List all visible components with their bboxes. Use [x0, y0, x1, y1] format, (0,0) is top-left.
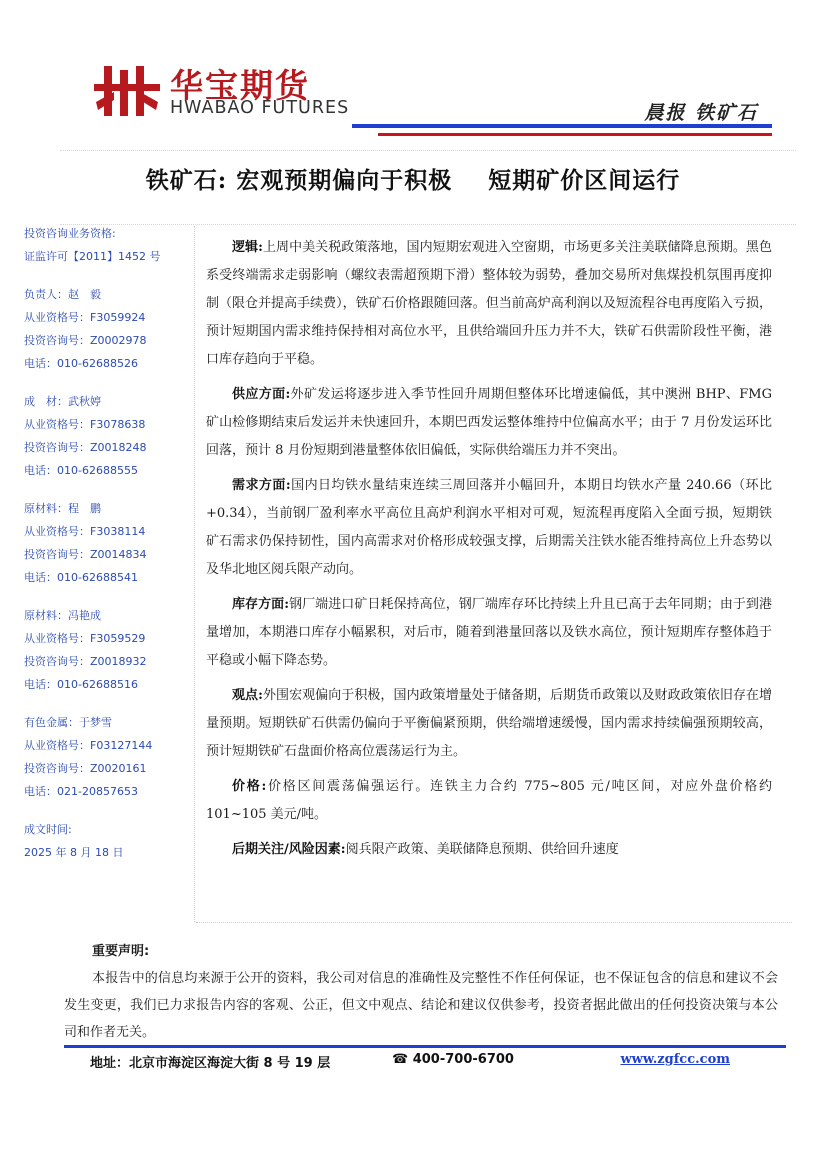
company-logo [94, 62, 350, 120]
section-label: 需求方面: [232, 478, 291, 493]
contact-practice-id: 从业资格号：F3038114 [24, 525, 146, 538]
footer-rule [64, 1045, 786, 1048]
contact-block [24, 606, 194, 698]
qualification-label: 投资咨询业务资格: [24, 227, 116, 240]
sidebar-divider [194, 226, 195, 922]
footer-website-link[interactable]: www.zgfcc.com [620, 1052, 730, 1067]
logo-english-name: HWABAO FUTURES [170, 98, 350, 118]
section-text: 外矿发运将逐步进入季节性回升周期但整体环比增速偏低，其中澳洲 BHP、FMG 矿山检修期结束后发运并未快速回升，本期巴西发运整体维持中位偏高水平；由于 7 月份发运环比回落，预计 8 月份短期到港量整体依旧偏低，实际供给端压力并不突出。 [206, 387, 772, 458]
disclaimer-body: 本报告中的信息均来源于公开的资料，我公司对信息的准确性及完整性不作任何保证，也不保证包含的信息和建议不会发生变更，我们已力求报告内容的客观、公正，但文中观点、结论和建议仅供参考，投资者据此做出的任何投资决策与本公司和作者无关。 [64, 971, 778, 1040]
report-category-tag: 晨报 铁矿石 [644, 102, 758, 124]
section-label: 观点: [232, 688, 263, 703]
contact-practice-id: 从业资格号：F03127144 [24, 739, 153, 752]
section-text: 国内日均铁水量结束连续三周回落并小幅回升，本期日均铁水产量 240.66（环比+0.34），当前钢厂盈利率水平高位且高炉利润水平相对可观，短流程再度陷入全面亏损，短期铁矿石需求仍保持韧性，国内高需求对价格形成较强支撑，后期需关注铁水能否维持高位上升态势以及华北地区阅兵限产动向。 [206, 478, 772, 577]
section-text: 阅兵限产政策、美联储降息预期、供给回升速度 [345, 842, 619, 857]
contact-phone: 电话：010-62688555 [24, 464, 138, 477]
section-risk [206, 836, 772, 864]
footer-phone: ☎ 400-700-6700 [392, 1052, 514, 1067]
section-logic [206, 234, 772, 374]
contact-block [24, 713, 194, 805]
body-bottom-divider [196, 922, 792, 923]
header-red-rule [378, 133, 772, 136]
contact-block [24, 499, 194, 591]
disclaimer-title: 重要声明: [92, 944, 150, 959]
contact-name: 原材料：程 鹏 [24, 502, 101, 515]
title-top-divider [60, 150, 796, 151]
contact-advisory-id: 投资咨询号：Z0018932 [24, 655, 147, 668]
contact-name: 原材料：冯艳成 [24, 609, 101, 622]
contact-practice-id: 从业资格号：F3078638 [24, 418, 146, 431]
date-block [24, 820, 194, 866]
qualification-license: 证监许可【2011】1452 号 [24, 250, 161, 263]
section-text: 价格区间震荡偏强运行。连铁主力合约 775~805 元/吨区间，对应外盘价格约 101~105 美元/吨。 [206, 779, 772, 822]
contact-phone: 电话：010-62688541 [24, 571, 138, 584]
contact-practice-id: 从业资格号：F3059924 [24, 311, 146, 324]
contact-phone: 电话：010-62688526 [24, 357, 138, 370]
section-supply [206, 381, 772, 465]
logo-chinese-name: 华宝期货 [170, 66, 310, 105]
footer-address: 地址：北京市海淀区海淀大街 8 号 19 层 [90, 1056, 331, 1071]
contact-advisory-id: 投资咨询号：Z0020161 [24, 762, 147, 775]
section-price [206, 773, 772, 829]
section-label: 库存方面: [232, 597, 290, 612]
section-label: 价格: [232, 779, 267, 794]
section-text: 外围宏观偏向于积极，国内政策增量处于储备期，后期货币政策以及财政政策依旧存在增量预期。短期铁矿石供需仍偏向于平衡偏紧预期，供给端增速缓慢，国内需求持续偏强预期较高，预计短期铁矿石盘面价格高位震荡运行为主。 [206, 688, 772, 759]
page-footer [90, 1052, 730, 1072]
date-value: 2025 年 8 月 18 日 [24, 846, 124, 859]
section-text: 钢厂端进口矿日耗保持高位，钢厂端库存环比持续上升且已高于去年同期；由于到港量增加，本期港口库存小幅累积，对后市，随着到港量回落以及铁水高位，预计短期库存整体趋于平稳或小幅下降态势。 [206, 597, 772, 668]
contact-name: 负责人：赵 毅 [24, 288, 101, 301]
report-title: 铁矿石: 宏观预期偏向于积极 短期矿价区间运行 [145, 167, 681, 194]
hwabao-logo-icon [94, 62, 160, 120]
disclaimer [64, 938, 778, 1046]
contact-advisory-id: 投资咨询号：Z0018248 [24, 441, 147, 454]
contact-block [24, 285, 194, 377]
qualification-block [24, 224, 194, 270]
section-inventory [206, 591, 772, 675]
contact-advisory-id: 投资咨询号：Z0014834 [24, 548, 147, 561]
section-text: 上周中美关税政策落地，国内短期宏观进入空窗期，市场更多关注美联储降息预期。黑色系受终端需求走弱影响（螺纹表需超预期下滑）整体较为弱势，叠加交易所对焦煤投机氛围再度抑制（限仓并提高手续费），铁矿石价格跟随回落。但当前高炉高利润以及短流程谷电再度陷入亏损，预计短期国内需求维持保持相对高位水平，且供给端回升压力并不大，铁矿石供需阶段性平衡，港口库存趋向于平稳。 [206, 240, 772, 367]
contact-practice-id: 从业资格号：F3059529 [24, 632, 146, 645]
section-view [206, 682, 772, 766]
section-label: 供应方面: [232, 387, 291, 402]
contact-phone: 电话：021-20857653 [24, 785, 138, 798]
section-demand [206, 472, 772, 584]
section-label: 后期关注/风险因素: [232, 842, 346, 857]
section-label: 逻辑: [232, 240, 263, 255]
contact-name: 成 材：武秋婷 [24, 395, 101, 408]
date-label: 成文时间: [24, 823, 72, 836]
header-blue-rule [352, 124, 772, 128]
contact-phone: 电话：010-62688516 [24, 678, 138, 691]
contact-advisory-id: 投资咨询号：Z0002978 [24, 334, 147, 347]
analyst-sidebar [24, 224, 194, 881]
report-body [206, 234, 772, 871]
contact-name: 有色金属：于梦雪 [24, 716, 112, 729]
contact-block [24, 392, 194, 484]
